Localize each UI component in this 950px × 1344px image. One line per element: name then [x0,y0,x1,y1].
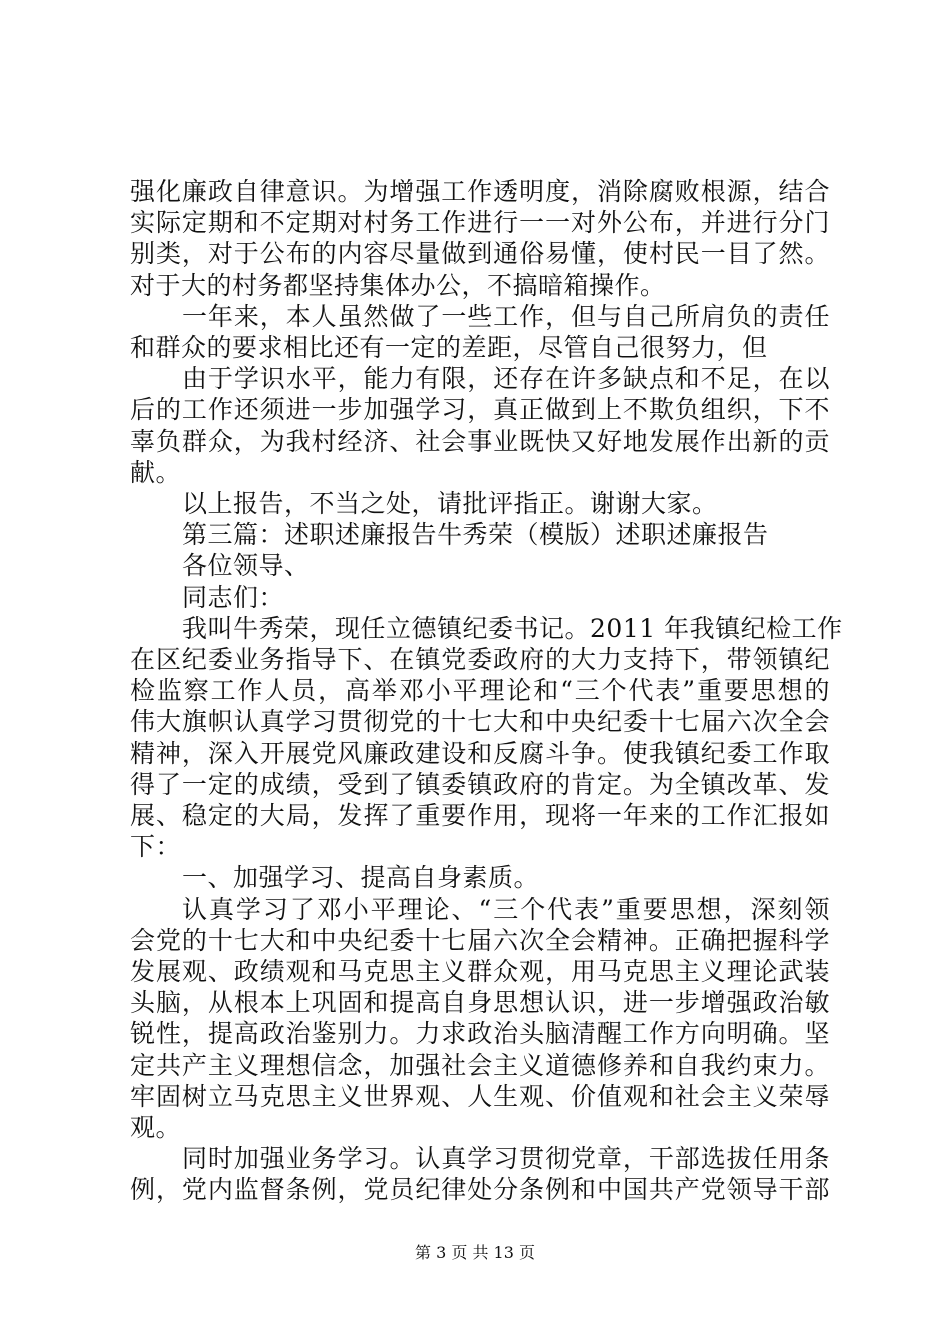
section-heading: 第三篇：述职述廉报告牛秀荣（模版）述职述廉报告 [182,520,769,550]
paragraph-line: 辜负群众，为我村经济、社会事业既快又好地发展作出新的贡 [130,426,830,456]
salutation-line: 各位领导、 [182,551,310,581]
paragraph-line: 得了一定的成绩，受到了镇委镇政府的肯定。为全镇改革、发 [130,769,830,799]
paragraph-line: 精神，深入开展党风廉政建设和反腐斗争。使我镇纪委工作取 [130,738,830,768]
paragraph-line: 后的工作还须进一步加强学习，真正做到上不欺负组织，下不 [130,395,830,425]
paragraph-line: 在区纪委业务指导下、在镇党委政府的大力支持下，带领镇纪 [130,645,830,674]
paragraph-line: 例，党内监督条例，党员纪律处分条例和中国共产党领导干部 [130,1175,830,1205]
page-footer: 第 3 页 共 13 页 [415,1243,535,1262]
paragraph-line: 和群众的要求相比还有一定的差距，尽管自己很努力，但 [130,333,768,362]
section-heading: 一、加强学习、提高自身素质。 [182,863,540,893]
paragraph-line: 锐性，提高政治鉴别力。力求政治头脑清醒工作方向明确。坚 [130,1019,830,1049]
paragraph-line: 观。 [130,1113,182,1142]
paragraph-line: 同时加强业务学习。认真学习贯彻党章，干部选拔任用条 [182,1144,830,1174]
paragraph-line: 献。 [130,457,182,487]
paragraph-line: 定共产主义理想信念，加强社会主义道德修养和自我约束力。 [130,1050,830,1080]
paragraph-line: 对于大的村务都坚持集体办公，不搞暗箱操作。 [130,270,666,300]
paragraph-line: 我叫牛秀荣，现任立德镇纪委书记。2011 年我镇纪检工作 [182,613,843,643]
paragraph-line: 发展观、政绩观和马克思主义群众观，用马克思主义理论武装 [130,957,830,986]
paragraph-line: 一年来，本人虽然做了一些工作，但与自己所肩负的责任 [182,301,830,331]
paragraph-line: 会党的十七大和中央纪委十七届六次全会精神。正确把握科学 [130,925,830,955]
paragraph-line: 检监察工作人员，高举邓小平理论和“三个代表”重要思想的 [130,676,830,706]
paragraph-line: 别类，对于公布的内容尽量做到通俗易懂，使村民一目了然。 [130,239,830,269]
paragraph-line: 强化廉政自律意识。为增强工作透明度，消除腐败根源，结合 [130,177,830,206]
paragraph-line: 头脑，从根本上巩固和提高自身思想认识，进一步增强政治敏 [130,988,830,1018]
paragraph-line: 以上报告，不当之处，请批评指正。谢谢大家。 [182,489,718,518]
salutation-line: 同志们： [182,582,285,612]
paragraph-line: 展、稳定的大局，发挥了重要作用，现将一年来的工作汇报如 [130,801,830,830]
paragraph-line: 实际定期和不定期对村务工作进行一一对外公布，并进行分门 [130,208,830,238]
paragraph-line: 认真学习了邓小平理论、“三个代表”重要思想，深刻领 [182,894,830,924]
paragraph-line: 由于学识水平，能力有限，还存在许多缺点和不足，在以 [182,364,830,394]
paragraph-line: 下： [130,832,182,862]
paragraph-line: 牢固树立马克思主义世界观、人生观、价值观和社会主义荣辱 [130,1081,830,1111]
paragraph-line: 伟大旗帜认真学习贯彻党的十七大和中央纪委十七届六次全会 [130,707,830,737]
